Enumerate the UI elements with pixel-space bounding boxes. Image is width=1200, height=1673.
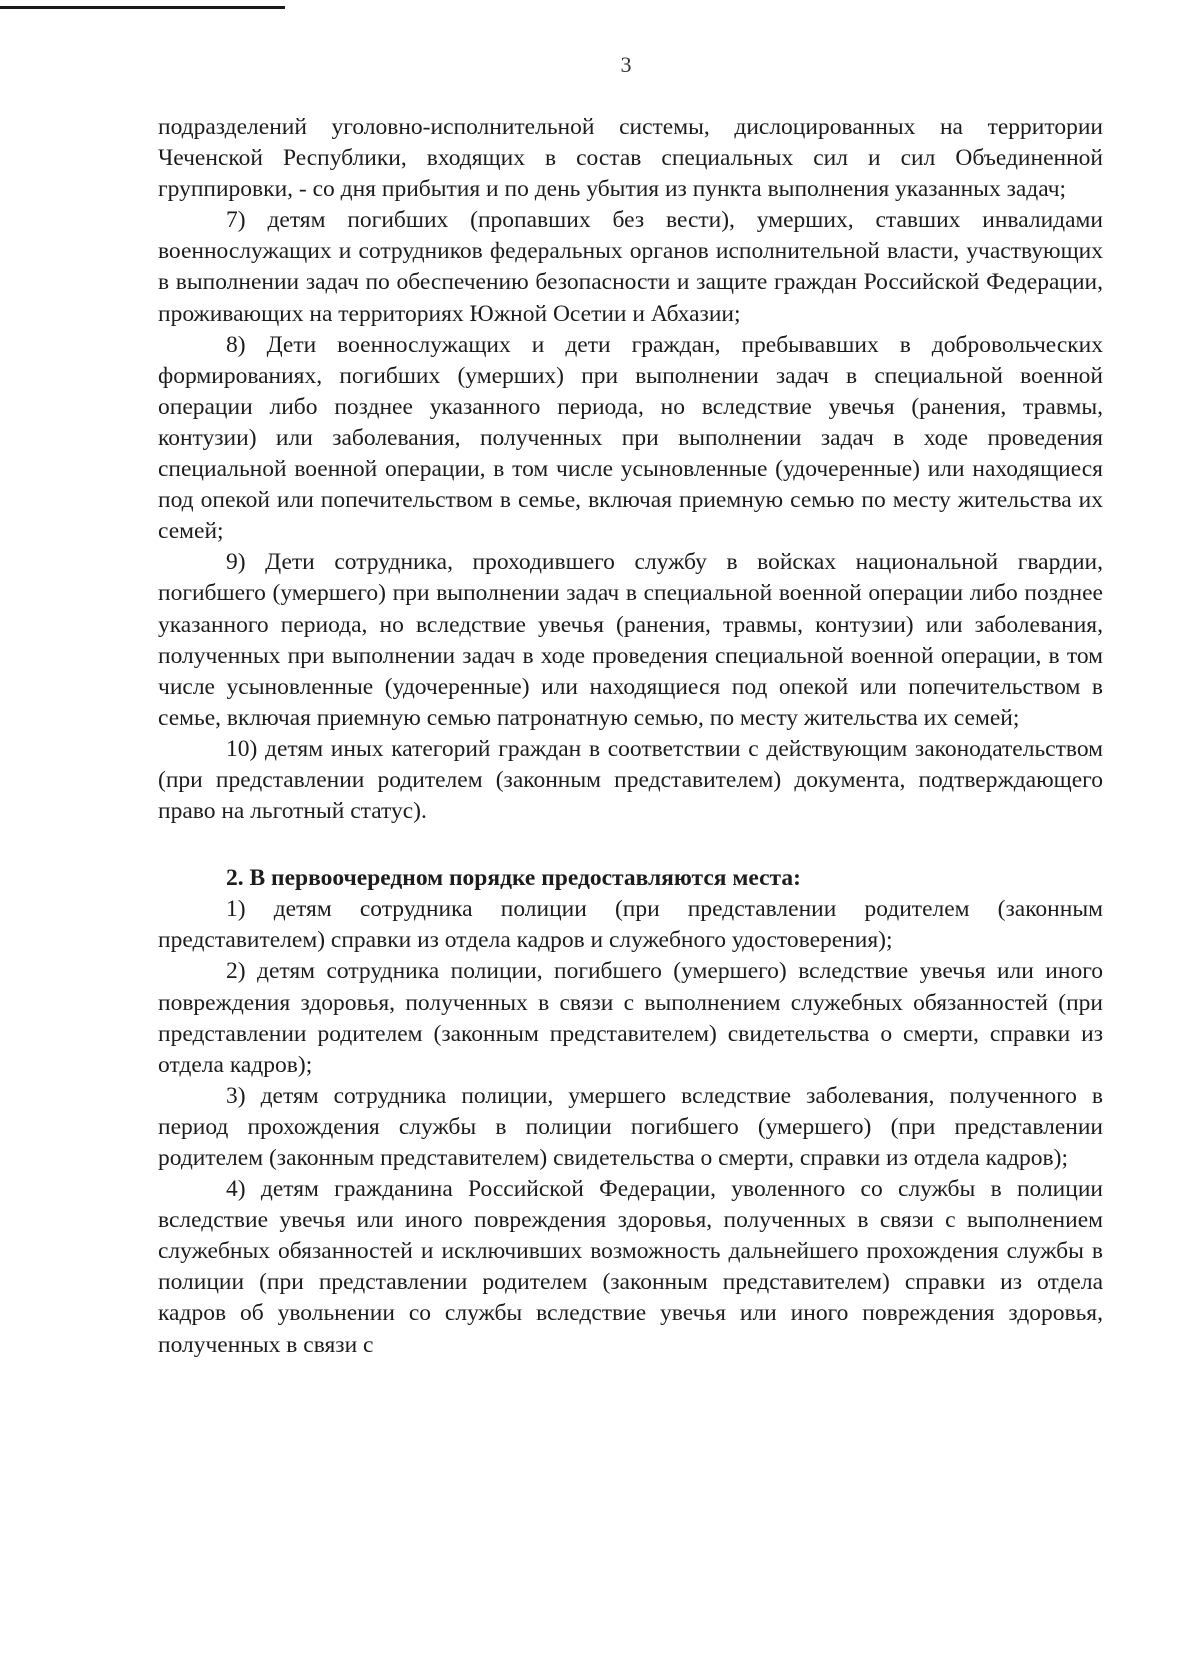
list-item-7: 7) детям погибших (пропавших без вести), умерших, ставших инвалидами военнослужащих и сотрудников федеральных органов исполнительной власти, участвующих в выполнении задач по обеспечению безопасности и защите граждан Российской Федерации, проживающих на территориях Южной Осетии и Абхазии; <box>158 207 1103 327</box>
section2-item-4: 4) детям гражданина Российской Федерации, уволенного со службы в полиции вследствие увечья или иного повреждения здоровья, полученных в связи с выполнением служебных обязанностей и исключивших возможность дальнейшего прохождения службы в полиции (при представлении родителем (законным представителем) справки из отдела кадров об увольнении со службы вследствие увечья или иного повреждения здоровья, полученных в связи с <box>158 1176 1103 1358</box>
list-item-10: 10) детям иных категорий граждан в соответствии с действующим законодательством (при представлении родителем (законным представителем) документа, подтверждающего право на льготный статус). <box>158 735 1103 825</box>
top-edge-rule <box>0 6 285 9</box>
section2-item-2: 2) детям сотрудника полиции, погибшего (умершего) вследствие увечья или иного повреждения здоровья, полученных в связи с выполнением служебных обязанностей (при представлении родителем (законным представителем) свидетельства о смерти, справки из отдела кадров); <box>158 958 1103 1078</box>
list-item-9: 9) Дети сотрудника, проходившего службу в войсках национальной гвардии, погибшего (умершего) при выполнении задач в специальной военной операции либо позднее указанного периода, но вследствие увечья (ранения, травмы, контузии) или заболевания, полученных при выполнении задач в ходе проведения специальной военной операции, в том числе усыновленные (удочеренные) или находящиеся под опекой или попечительством в семье, включая приемную семью патронатную семью, по месту жительства их семей; <box>158 549 1103 731</box>
page-number: 3 <box>620 52 632 77</box>
list-item-8: 8) Дети военнослужащих и дети граждан, пребывавших в добровольческих формированиях, погибших (умерших) при выполнении задач в специальной военной операции либо позднее указанного периода, но вследствие увечья (ранения, травмы, контузии) или заболевания, полученных при выполнении задач в ходе проведения специальной военной операции, в том числе усыновленные (удочеренные) или находящиеся под опекой или попечительством в семье, включая приемную семью по месту жительства их семей; <box>158 331 1103 545</box>
section1-continuation: подразделений уголовно-исполнительной системы, дислоцированных на территории Чеченской Республики, входящих в состав специальных сил и сил Объединенной группировки, - со дня прибытия и по день убытия из пункта выполнения указанных задач; <box>158 114 1103 203</box>
document-body <box>158 112 1103 1361</box>
section2-item-3: 3) детям сотрудника полиции, умершего вследствие заболевания, полученного в период прохождения службы в полиции погибшего (умершего) (при представлении родителем (законным представителем) свидетельства о смерти, справки из отдела кадров); <box>158 1082 1103 1171</box>
section2-item-1: 1) детям сотрудника полиции (при представлении родителем (законным представителем) справки из отдела кадров и служебного удостоверения); <box>158 896 1103 954</box>
section2-heading: 2. В первоочередном порядке предоставляются места: <box>226 865 801 892</box>
